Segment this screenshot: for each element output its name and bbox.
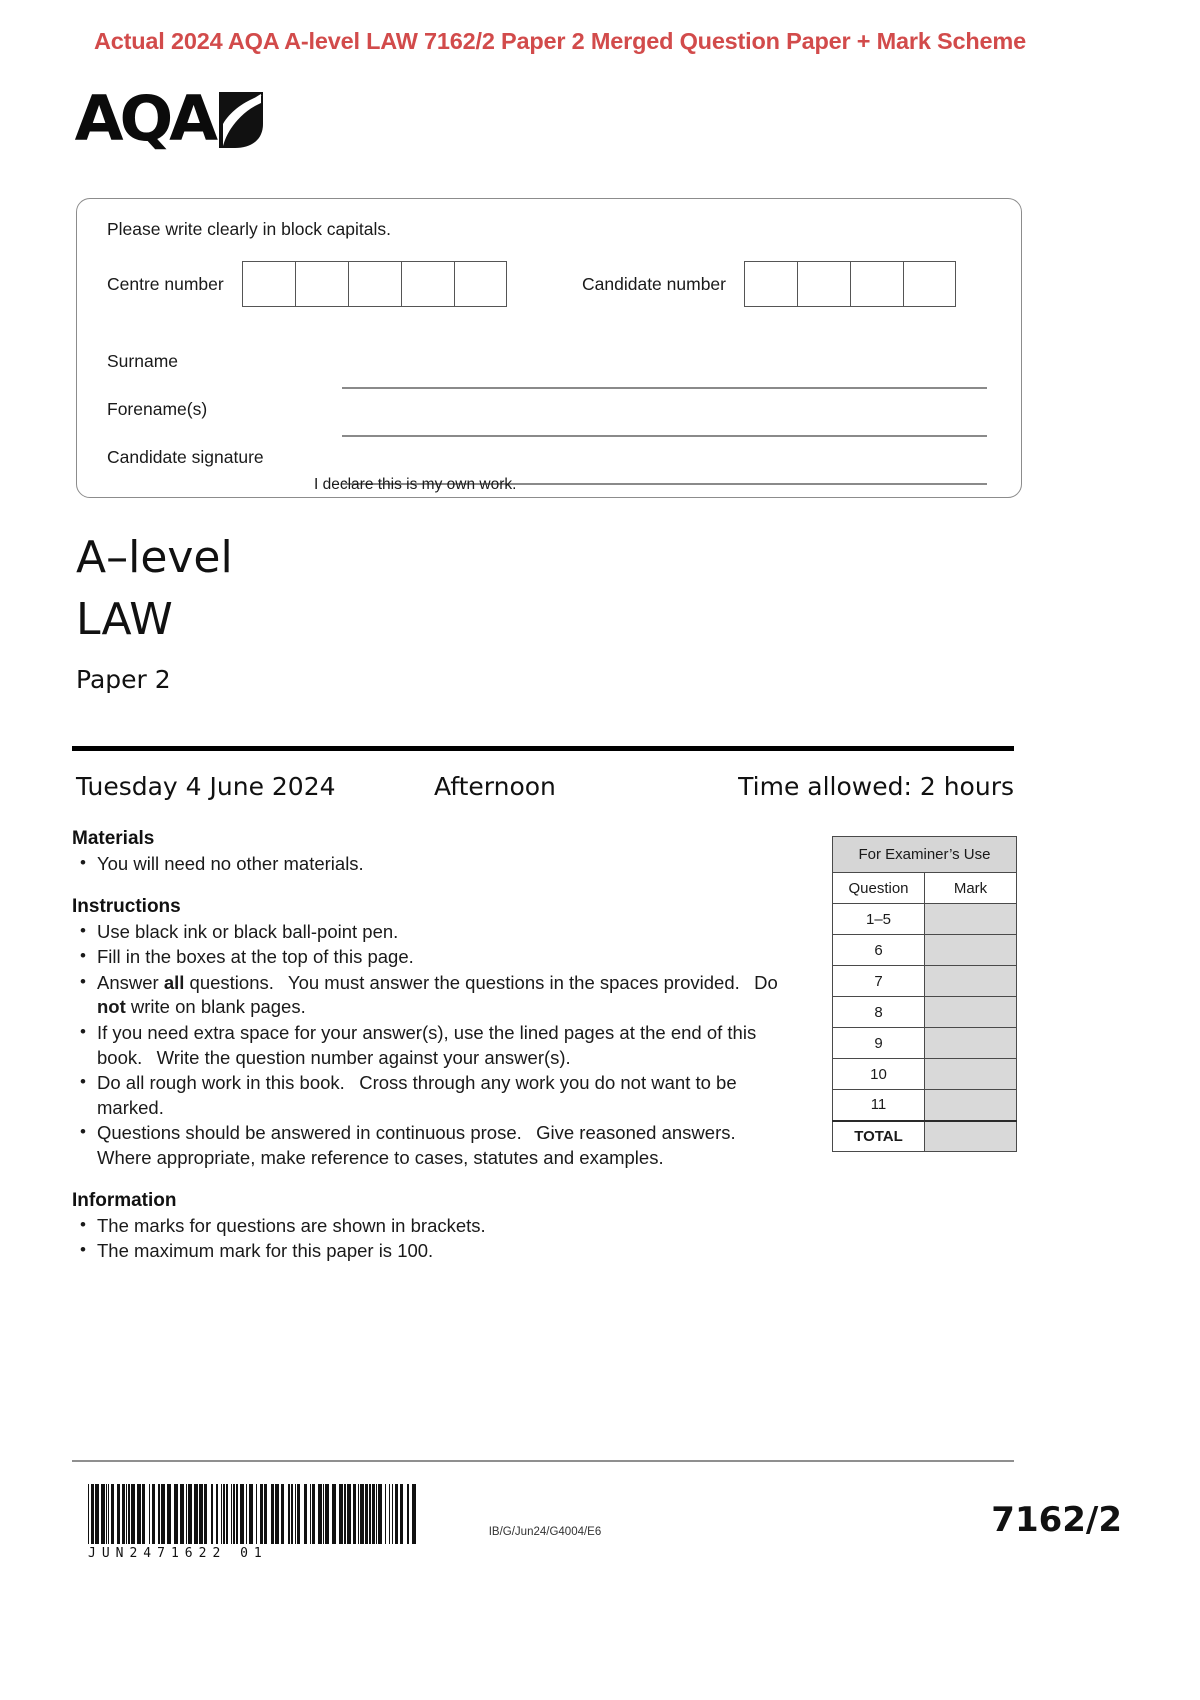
table-row-total (833, 1121, 1017, 1152)
paper-code: 7162/2 (991, 1500, 1122, 1540)
instructions-column (72, 828, 802, 1265)
centre-number-cell[interactable] (454, 261, 507, 307)
qualification-subject: LAW (76, 594, 173, 645)
column-header-mark: Mark (925, 873, 1017, 904)
mark-cell[interactable] (925, 904, 1017, 935)
total-label: TOTAL (833, 1121, 925, 1152)
question-cell: 9 (833, 1028, 925, 1059)
candidate-number-cell[interactable] (744, 261, 797, 307)
list-item: • The maximum mark for this paper is 100. (72, 1239, 802, 1264)
examiner-rows-body (833, 904, 1017, 1152)
question-cell: 8 (833, 997, 925, 1028)
forename-field[interactable] (342, 435, 987, 437)
question-cell: 1–5 (833, 904, 925, 935)
materials-list (72, 852, 802, 877)
list-item: • The marks for questions are shown in brackets. (72, 1214, 802, 1239)
block-capitals-instruction: Please write clearly in block capitals. (107, 219, 392, 239)
forename-label: Forename(s) (107, 399, 208, 419)
table-row (833, 904, 1017, 935)
list-item: • Use black ink or black ball-point pen. (72, 920, 802, 945)
footer-divider (72, 1460, 1014, 1462)
centre-number-cell[interactable] (401, 261, 454, 307)
candidate-number-cell[interactable] (797, 261, 850, 307)
examiner-table-title-row (833, 837, 1017, 873)
mark-cell[interactable] (925, 997, 1017, 1028)
candidate-details-box (76, 198, 1022, 498)
centre-number-row (107, 261, 507, 307)
list-item: • Fill in the boxes at the top of this page. (72, 945, 802, 970)
list-item: • If you need extra space for your answer(s), use the lined pages at the end of this book. Write the question number against your answer(s). (72, 1021, 802, 1070)
instructions-list (72, 920, 802, 1171)
mark-cell[interactable] (925, 966, 1017, 997)
examiner-table-body (833, 837, 1017, 904)
candidate-number-cell[interactable] (903, 261, 956, 307)
table-row (833, 935, 1017, 966)
aqa-logo-text: AQA (74, 82, 215, 155)
centre-number-cell[interactable] (348, 261, 401, 307)
exam-session: Afternoon (434, 772, 556, 801)
exam-date: Tuesday 4 June 2024 (76, 772, 336, 801)
list-item: • Answer all questions. You must answer the questions in the spaces provided. Do not write on blank pages. (72, 971, 802, 1020)
aqa-leaf-icon (217, 90, 265, 150)
instructions-heading: Instructions (72, 895, 181, 917)
table-row (833, 1059, 1017, 1090)
column-header-question: Question (833, 873, 925, 904)
candidate-number-label: Candidate number (582, 273, 726, 294)
centre-number-label: Centre number (107, 273, 224, 294)
aqa-logo (74, 82, 265, 155)
candidate-signature-label: Candidate signature (107, 447, 264, 467)
centre-number-cell[interactable] (295, 261, 348, 307)
for-examiners-use-table (832, 836, 1017, 1152)
total-mark-cell[interactable] (925, 1121, 1017, 1152)
barcode-digits: JUN2471622 01 (88, 1546, 268, 1561)
surname-label: Surname (107, 351, 179, 371)
mark-cell[interactable] (925, 1090, 1017, 1121)
examiner-table-header-row (833, 873, 1017, 904)
table-row (833, 997, 1017, 1028)
candidate-number-cell[interactable] (850, 261, 903, 307)
list-item: • Do all rough work in this book. Cross through any work you do not want to be marked. (72, 1071, 802, 1120)
materials-heading: Materials (72, 828, 155, 849)
list-item: • You will need no other materials. (72, 852, 802, 877)
forename-row (107, 399, 987, 433)
table-row (833, 1028, 1017, 1059)
centre-number-cell[interactable] (242, 261, 295, 307)
candidate-number-row (582, 261, 956, 307)
centre-number-input[interactable] (242, 261, 507, 307)
candidate-number-input[interactable] (744, 261, 956, 307)
information-list (72, 1214, 802, 1264)
table-row (833, 1090, 1017, 1121)
qualification-paper: Paper 2 (76, 665, 171, 694)
declaration-text: I declare this is my own work. (314, 476, 517, 493)
table-row (833, 966, 1017, 997)
question-cell: 7 (833, 966, 925, 997)
mark-cell[interactable] (925, 1028, 1017, 1059)
surname-row (107, 351, 987, 385)
examiner-table-title: For Examiner’s Use (833, 837, 1017, 873)
signature-row (107, 447, 987, 481)
question-cell: 10 (833, 1059, 925, 1090)
qualification-level: A–level (76, 532, 233, 583)
heavy-divider (72, 746, 1014, 751)
document-code: IB/G/Jun24/G4004/E6 (488, 1526, 602, 1538)
exam-time-allowed: Time allowed: 2 hours (738, 772, 1014, 801)
mark-cell[interactable] (925, 935, 1017, 966)
page-title: Actual 2024 AQA A-level LAW 7162/2 Paper 2 Merged Question Paper + Mark Scheme (94, 28, 1026, 54)
list-item: • Questions should be answered in continuous prose. Give reasoned answers. Where appropriate, make reference to cases, statutes and examples. (72, 1121, 802, 1170)
mark-cell[interactable] (925, 1059, 1017, 1090)
question-cell: 6 (833, 935, 925, 966)
surname-field[interactable] (342, 387, 987, 389)
information-heading: Information (72, 1189, 177, 1211)
question-cell: 11 (833, 1090, 925, 1121)
